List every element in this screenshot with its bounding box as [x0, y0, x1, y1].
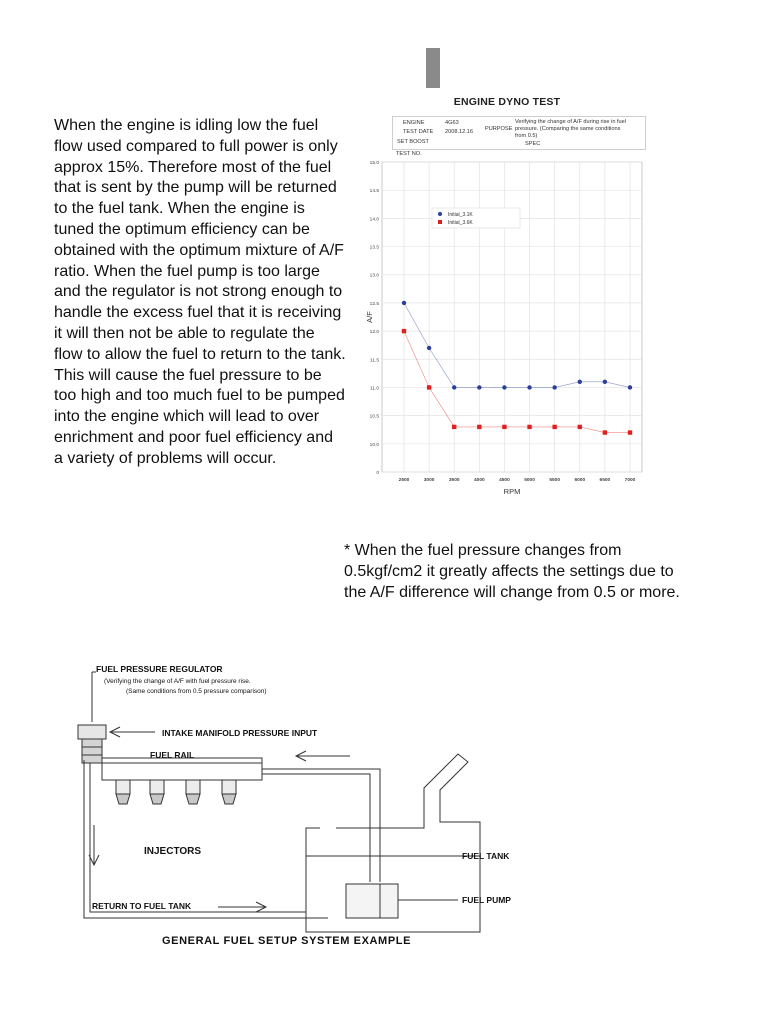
y-tick-label: 15.0: [369, 161, 379, 166]
purpose-value: Verifying the change of A/F during rise in fuel pressure. (Comparing the same conditions from 0.5): [515, 119, 627, 139]
data-point: [477, 385, 481, 389]
y-tick-label: 11.0: [370, 386, 379, 392]
x-tick-label: 5500: [549, 478, 561, 483]
y-tick-label: 12.5: [369, 301, 379, 307]
data-point: [402, 301, 406, 305]
test-date-label: TEST DATE: [403, 129, 434, 135]
data-point: [527, 385, 531, 389]
data-point: [452, 425, 456, 429]
data-point: [603, 380, 607, 384]
legend-marker: [438, 212, 442, 216]
data-point: [552, 425, 556, 429]
fuel-pump-label: FUEL PUMP: [462, 895, 511, 905]
legend-label: Initial_3.6K: [448, 219, 473, 226]
y-tick-label: 10.5: [369, 414, 379, 420]
data-point: [628, 385, 632, 389]
x-tick-label: 3000: [423, 478, 435, 483]
test-info-box: [392, 116, 646, 150]
data-point: [527, 425, 531, 429]
spec-label: SPEC: [525, 141, 541, 147]
fuel-rail-label: FUEL RAIL: [150, 750, 195, 760]
y-tick-label: 12.0: [369, 330, 379, 336]
intake-label: INTAKE MANIFOLD PRESSURE INPUT: [162, 728, 318, 738]
data-point: [578, 380, 582, 384]
data-point: [427, 346, 431, 350]
purpose-label: PURPOSE: [485, 126, 513, 132]
body-paragraph: When the engine is idling low the fuel flow used compared to full power is only approx 15%. Therefore most of the fuel that is sent by the pump will be returned to the fuel tank. When the engine is tuned the optimum efficiency can be obtained with the optimum mixture of A/F ratio. When the fuel pump is too large and the regulator is not strong enough to handle the excess fuel that it is receiving it will then not be able to regulate the flow to allow the fuel to return to the tank. This will cause the fuel pressure to be too high and too much fuel to be pumped into the engine which will lead to over enrichment and poor fuel efficiency and a variety of problems will occur.: [54, 117, 346, 467]
engine-label: ENGINE: [403, 120, 425, 126]
y-tick-label: 13.0: [369, 273, 379, 279]
x-tick-label: 5000: [524, 478, 535, 483]
data-point: [628, 430, 632, 434]
legend-box: [432, 208, 520, 228]
regulator-note-2: (Same conditions from 0.5 pressure comparison): [126, 688, 267, 695]
legend-label: Initial_3.1K: [448, 211, 473, 218]
regulator-label: FUEL PRESSURE REGULATOR: [96, 664, 223, 674]
page-tab-marker: [426, 48, 440, 88]
data-point: [402, 329, 406, 333]
y-tick-label: 14.5: [369, 189, 379, 195]
y-tick-label: 0: [376, 471, 379, 476]
y-axis-label: A/F: [365, 311, 374, 323]
x-tick-label: 3500: [448, 478, 460, 483]
y-tick-label: 13.5: [369, 245, 379, 251]
x-tick-label: 7000: [624, 478, 636, 483]
chart-title: ENGINE DYNO TEST: [453, 96, 561, 108]
engine-value: 4G63: [445, 120, 459, 126]
y-tick-label: 10.0: [369, 442, 379, 448]
y-tick-label: 14.0: [369, 217, 379, 223]
dyno-chart: [362, 90, 652, 510]
regulator-note-1: (Verifying the change of A/F with fuel pressure rise.: [104, 678, 251, 685]
data-point: [502, 385, 506, 389]
injectors-label: INJECTORS: [144, 846, 202, 857]
fuel-system-drawing: [70, 650, 550, 960]
x-tick-label: 6000: [574, 478, 586, 483]
legend-marker: [438, 220, 442, 224]
x-axis-label: RPM: [503, 487, 521, 496]
data-point: [502, 425, 506, 429]
data-point: [578, 425, 582, 429]
x-tick-label: 2500: [398, 478, 410, 483]
diagram-caption: GENERAL FUEL SETUP SYSTEM EXAMPLE: [162, 935, 412, 947]
series-line: [404, 303, 630, 388]
footnote-paragraph: * When the fuel pressure changes from 0.5kgf/cm2 it greatly affects the settings due to the A/F difference will change from 0.5 or more.: [344, 542, 680, 601]
data-point: [552, 385, 556, 389]
data-point: [603, 430, 607, 434]
x-tick-label: 6500: [599, 478, 611, 483]
data-point: [452, 385, 456, 389]
data-point: [427, 385, 431, 389]
fuel-system-diagram: [70, 650, 550, 960]
data-point: [477, 425, 481, 429]
x-tick-label: 4000: [473, 478, 485, 483]
x-tick-label: 4500: [499, 478, 510, 483]
test-date-value: 2008.12.16: [445, 129, 473, 135]
fuel-tank-label: FUEL TANK: [462, 851, 510, 861]
test-no-label: TEST NO.: [396, 151, 422, 157]
set-boost-label: SET BOOST: [397, 139, 429, 145]
y-tick-label: 11.5: [370, 358, 379, 364]
return-label: RETURN TO FUEL TANK: [92, 901, 192, 911]
